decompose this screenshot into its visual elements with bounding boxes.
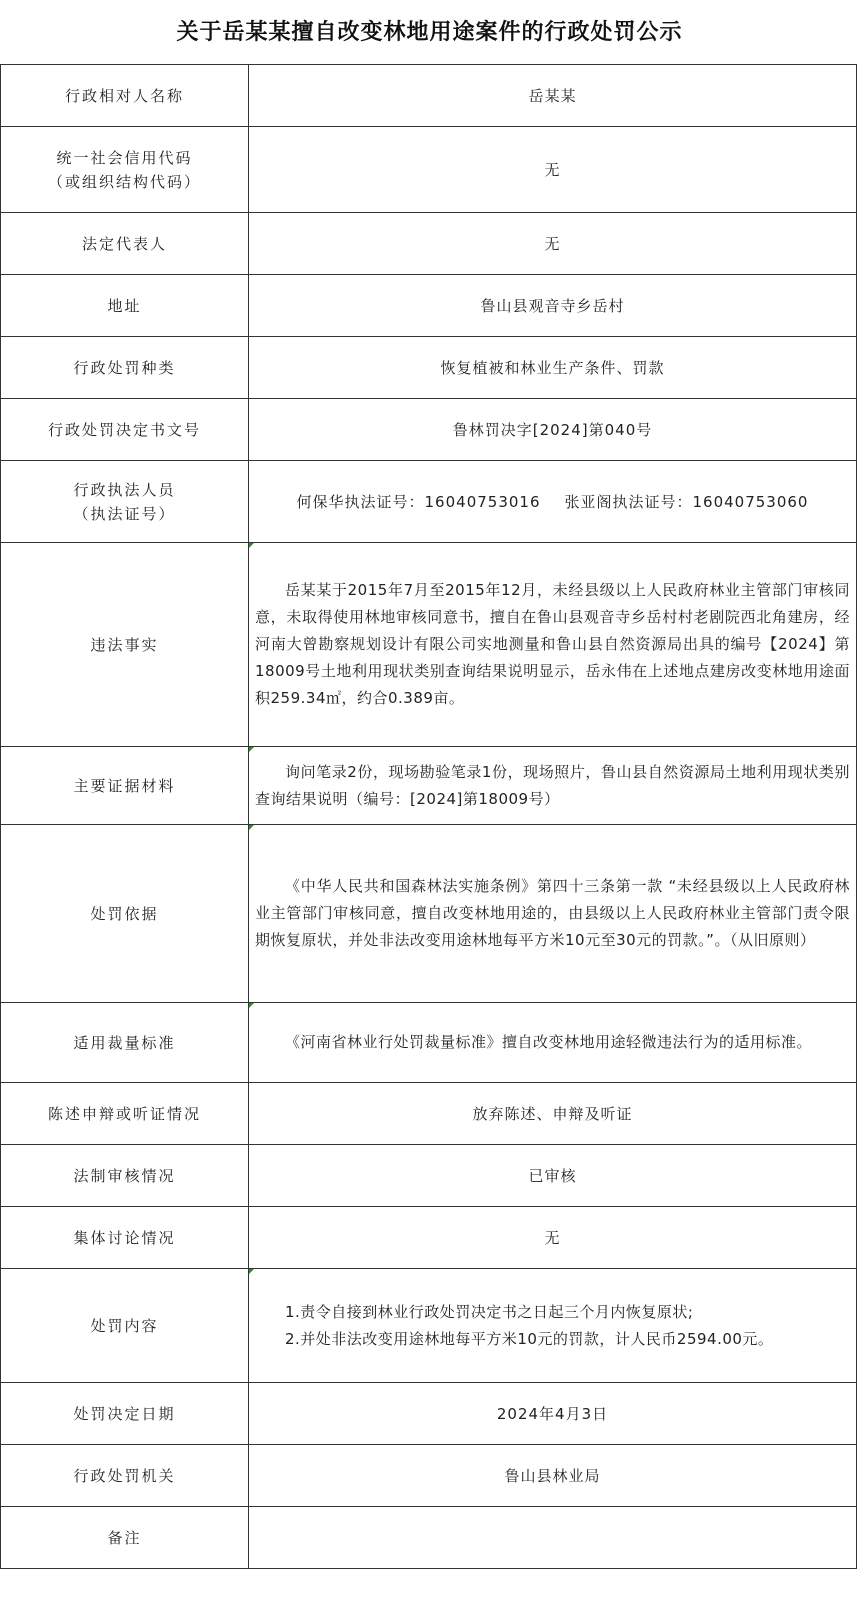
- label-violation-facts: 违法事实: [1, 543, 249, 747]
- label-legal-review: 法制审核情况: [1, 1145, 249, 1207]
- table-row-evidence: [1, 747, 857, 825]
- label-legal-basis: 处罚依据: [1, 825, 249, 1003]
- discretion-standard-text: 《河南省林业行处罚裁量标准》擅自改变林地用途轻微违法行为的适用标准。: [285, 1033, 813, 1051]
- label-legal-representative: 法定代表人: [1, 213, 249, 275]
- label-credit-code: [1, 127, 249, 213]
- value-legal-representative: 无: [249, 213, 857, 275]
- label-decision-date: 处罚决定日期: [1, 1383, 249, 1445]
- cell-marker: [249, 543, 254, 548]
- value-credit-code: 无: [249, 127, 857, 213]
- label-evidence: 主要证据材料: [1, 747, 249, 825]
- label-discretion-standard: 适用裁量标准: [1, 1003, 249, 1083]
- table-row-legal-basis: [1, 825, 857, 1003]
- table-row-authority: [1, 1445, 857, 1507]
- legal-basis-text: 《中华人民共和国森林法实施条例》第四十三条第一款 “未经县级以上人民政府林业主管部门审核同意，擅自改变林地用途的，由县级以上人民政府林业主管部门责令限期恢复原状，并处非法改变用途林地每平方米10元至30元的罚款。”。（从旧原则）: [255, 877, 850, 949]
- table-row-collective-discussion: [1, 1207, 857, 1269]
- label-decision-number: 行政处罚决定书文号: [1, 399, 249, 461]
- cell-marker: [249, 1269, 254, 1274]
- label-officers-line2: （执法证号）: [73, 504, 176, 523]
- value-legal-basis: [249, 825, 857, 1003]
- table-row-decision-number: [1, 399, 857, 461]
- table-row-respondent: [1, 65, 857, 127]
- table-row-credit-code: [1, 127, 857, 213]
- table-row-officers: [1, 461, 857, 543]
- evidence-text: 询问笔录2份，现场勘验笔录1份，现场照片，鲁山县自然资源局土地利用现状类别查询结果说明（编号：[2024]第18009号）: [255, 762, 850, 808]
- table-row-penalty-type: [1, 337, 857, 399]
- table-row-penalty-content: [1, 1269, 857, 1383]
- label-penalty-content: 处罚内容: [1, 1269, 249, 1383]
- value-remarks: [249, 1507, 857, 1569]
- cell-marker: [249, 1003, 254, 1008]
- table-row-remarks: [1, 1507, 857, 1569]
- document-title: 关于岳某某擅自改变林地用途案件的行政处罚公示: [176, 19, 683, 45]
- violation-facts-text: 岳某某于2015年7月至2015年12月，未经县级以上人民政府林业主管部门审核同意，未取得使用林地审核同意书，擅自在鲁山县观音寺乡岳村村老剧院西北角建房，经河南大曾勘察规划设计有限公司实地测量和鲁山县自然资源局出具的编号【2024】第18009号土地利用现状类别查询结果说明显示，岳永伟在上述地点建房改变林地用途面积259.34㎡，约合0.389亩。: [255, 581, 850, 707]
- label-officers: [1, 461, 249, 543]
- cell-marker: [249, 825, 254, 830]
- value-penalty-type: 恢复植被和林业生产条件、罚款: [249, 337, 857, 399]
- value-respondent-name: 岳某某: [249, 65, 857, 127]
- table-row-legal-rep: [1, 213, 857, 275]
- label-remarks: 备注: [1, 1507, 249, 1569]
- label-address: 地址: [1, 275, 249, 337]
- table-row-decision-date: [1, 1383, 857, 1445]
- penalty-record-table: [0, 64, 857, 1569]
- value-hearing: 放弃陈述、申辩及听证: [249, 1083, 857, 1145]
- label-credit-code-line1: 统一社会信用代码: [56, 148, 193, 167]
- label-credit-code-line2: （或组织结构代码）: [47, 172, 201, 191]
- value-discretion-standard: [249, 1003, 857, 1083]
- value-decision-number: 鲁林罚决字[2024]第040号: [249, 399, 857, 461]
- label-collective-discussion: 集体讨论情况: [1, 1207, 249, 1269]
- table-row-discretion-standard: [1, 1003, 857, 1083]
- value-decision-date: 2024年4月3日: [249, 1383, 857, 1445]
- penalty-item-2: 2.并处非法改变用途林地每平方米10元的罚款，计人民币2594.00元。: [285, 1329, 774, 1348]
- officer-2: 张亚阁执法证号：16040753060: [564, 492, 809, 511]
- value-violation-facts: [249, 543, 857, 747]
- table-row-legal-review: [1, 1145, 857, 1207]
- label-officers-line1: 行政执法人员: [73, 480, 176, 499]
- officer-1: 何保华执法证号：16040753016: [296, 492, 541, 511]
- cell-marker: [249, 747, 254, 752]
- value-address: 鲁山县观音寺乡岳村: [249, 275, 857, 337]
- value-collective-discussion: 无: [249, 1207, 857, 1269]
- value-evidence: [249, 747, 857, 825]
- value-legal-review: 已审核: [249, 1145, 857, 1207]
- label-penalty-type: 行政处罚种类: [1, 337, 249, 399]
- label-authority: 行政处罚机关: [1, 1445, 249, 1507]
- table-row-hearing: [1, 1083, 857, 1145]
- table-row-address: [1, 275, 857, 337]
- label-respondent-name: 行政相对人名称: [1, 65, 249, 127]
- value-authority: 鲁山县林业局: [249, 1445, 857, 1507]
- value-penalty-content: [249, 1269, 857, 1383]
- penalty-item-1: 1.责令自接到林业行政处罚决定书之日起三个月内恢复原状;: [285, 1302, 694, 1321]
- table-row-violation-facts: [1, 543, 857, 747]
- label-hearing: 陈述申辩或听证情况: [1, 1083, 249, 1145]
- value-officers: [249, 461, 857, 543]
